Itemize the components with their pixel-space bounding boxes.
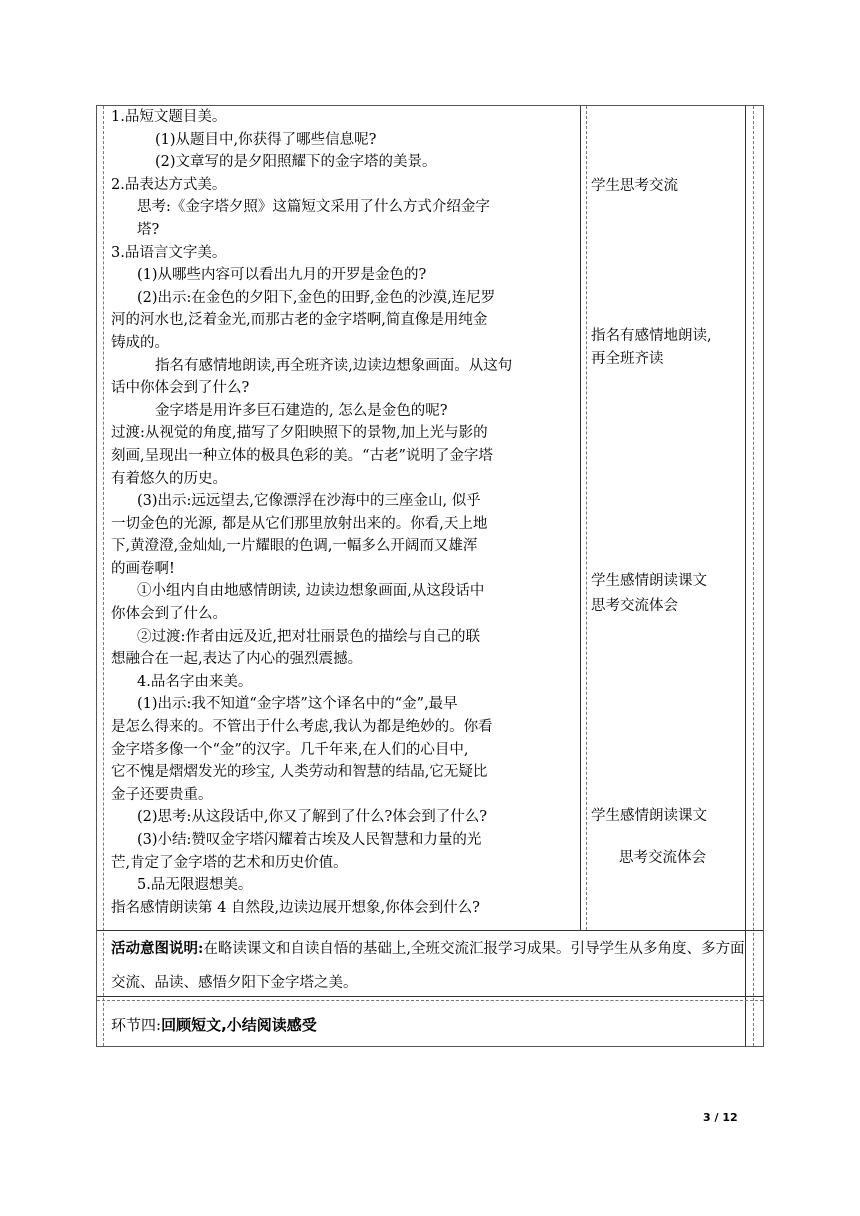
text-line: (2)文章写的是夕阳照耀下的金字塔的美景。 [155,154,437,171]
page-number: 3 / 12 [703,1111,738,1124]
text-line: (1)从哪些内容可以看出九月的开罗是金色的? [137,267,427,284]
text-line: 思考:《金字塔夕照》这篇短文采用了什么方式介绍金字 [137,199,490,216]
student-activity-note: 思考交流体会 [591,598,678,614]
text-line: 5.品无限遐想美。 [137,877,253,894]
text-line: ②过渡:作者由远及近,把对壮丽景色的描绘与自己的联 [137,628,480,645]
text-line: 金子还要贵重。 [111,786,213,803]
text-line: 是怎么得来的。不管出于什么考虑,我认为都是绝妙的。你看 [111,719,493,736]
frame-line [753,106,754,1046]
text-line: 指名感情朗读第 4 自然段,边读边展开想象,你体会到什么? [111,899,480,916]
teaching-steps [111,106,579,919]
text-line: 塔? [137,221,160,238]
student-activity-note: 再全班齐读 [591,351,664,367]
student-activity-note: 思考交流体会 [619,850,706,866]
text-line: (1)从题目中,你获得了哪些信息呢? [155,131,377,148]
text-line: 下,黄澄澄,金灿灿,一片耀眼的色调,一幅多么开阔而又雄浑 [111,538,478,555]
frame-line [97,1000,763,1001]
text-line: 铸成的。 [111,334,169,351]
text-line: 4.品名字由来美。 [137,673,253,690]
text-line: 芒,肯定了金字塔的艺术和历史价值。 [111,854,348,871]
section-heading [111,1014,317,1035]
activity-intent [111,932,747,1000]
intent-label: 活动意图说明: [111,940,204,957]
student-activity-note: 指名有感情地朗读, [591,328,712,344]
text-line: 想融合在一起,表达了内心的强烈震撼。 [111,651,363,668]
text-line: 金字塔是用许多巨石建造的, 怎么是金色的呢? [155,402,448,419]
student-activity-note: 学生感情朗读课文 [591,573,707,589]
student-activity-note: 学生感情朗读课文 [591,808,707,824]
text-line: 1.品短文题目美。 [111,109,227,125]
text-line: 它不愧是熠熠发光的珍宝, 人类劳动和智慧的结晶,它无疑比 [111,764,488,781]
student-activity-note: 学生思考交流 [591,178,678,194]
text-line: 话中你体会到了什么? [111,380,250,397]
text-line: 你体会到了什么。 [111,606,227,623]
intent-text: 在略读课文和自读自悟的基础上,全班交流汇报学习成果。引导学生从多角度、多方面交流、品读、感悟夕阳下金字塔之美。 [111,941,745,991]
frame-line [586,106,587,930]
text-line: 河的河水也,泛着金光,而那古老的金字塔啊,简直像是用纯金 [111,312,488,329]
text-line: 过渡:从视觉的角度,描写了夕阳映照下的景物,加上光与影的 [111,425,488,442]
text-line: (2)思考:从这段话中,你又了解到了什么?体会到了什么? [137,809,488,826]
text-line: 刻画,呈现出一种立体的极具色彩的美。“古老”说明了金字塔 [111,447,493,464]
text-line: 金字塔多像一个“金”的汉字。几千年来,在人们的心目中, [111,741,469,758]
text-line: 3.品语言文字美。 [111,244,227,261]
row-divider [97,930,763,931]
text-line: 有着悠久的历史。 [111,470,227,487]
text-line: ①小组内自由地感情朗读, 边读边想象画面,从这段话中 [137,583,485,600]
frame-line [103,106,104,1046]
text-line: (2)出示:在金色的夕阳下,金色的田野,金色的沙漠,连尼罗 [137,289,496,306]
text-line: 一切金色的光源, 都是从它们那里放射出来的。你看,天上地 [111,515,488,532]
text-line: 的画卷啊! [111,560,175,577]
column-divider [580,106,581,930]
text-line: (3)小结:赞叹金字塔闪耀着古埃及人民智慧和力量的光 [137,832,482,848]
lesson-table [96,105,764,1047]
section-title: 回顾短文,小结阅读感受 [161,1016,317,1034]
text-line: (3)出示:远远望去,它像漂浮在沙海中的三座金山, 似乎 [137,493,481,510]
section-prefix: 环节四: [111,1016,162,1034]
text-line: 指名有感情地朗读,再全班齐读,边读边想象画面。从这句 [155,357,513,374]
text-line: (1)出示:我不知道“金字塔”这个译名中的“金”,最早 [137,696,458,713]
column-divider [745,106,746,1046]
text-line: 2.品表达方式美。 [111,176,227,193]
